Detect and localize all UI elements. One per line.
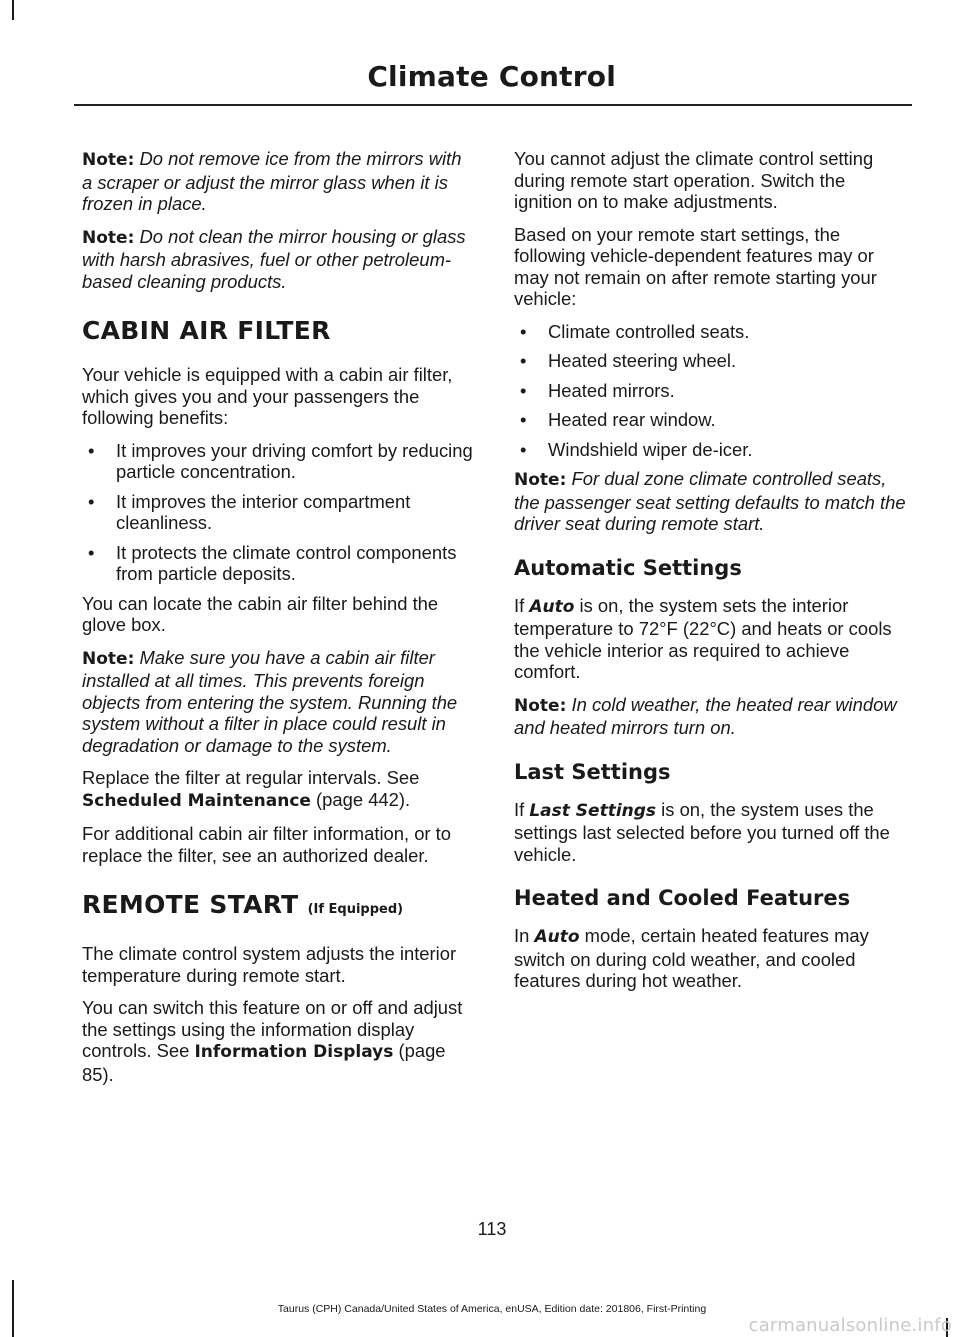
footer-edition-info: Taurus (CPH) Canada/United States of America, enUSA, Edition date: 201806, First-Printing [277,1303,707,1315]
information-displays-link[interactable]: Information Displays [194,1042,394,1062]
replace-text: Replace the filter at regular intervals. See [82,767,420,788]
list-item: • It improves your driving comfort by reducing particle concentration. [82,440,476,483]
note-text: Do not remove ice from the mirrors with a scraper or adjust the mirror glass when it is frozen in place. [82,148,462,214]
remote-features-list [514,321,908,461]
remote-features-intro: Based on your remote start settings, the following vehicle-dependent features may or may not remain on after remote starting your vehicle: [514,223,877,309]
note-label: Note: [514,695,567,716]
note-filter-installed [82,647,476,757]
heated-cooled-text [514,925,908,992]
note-text: For dual zone climate controlled seats, the passenger seat setting defaults to match the driver seat during remote start. [514,468,906,534]
if-equipped-label: (If Equipped) [307,902,404,917]
replace-filter-text [82,767,476,812]
note-text: Do not clean the mirror housing or glass with harsh abrasives, fuel or other petroleum-based cleaning products. [82,225,466,292]
automatic-settings-text [514,595,908,683]
last-settings-keyword: Last Settings [529,800,657,821]
heading-automatic-settings: Automatic Settings [514,555,742,580]
note-text: Make sure you have a cabin air filter installed at all times. This prevents foreign objects from entering the system. Running the system without a filter in place could result in degradation or damage to the system. [82,646,458,756]
additional-info-text: For additional cabin air filter information, or to replace the filter, see an authorized dealer. [82,823,452,866]
cannot-adjust-text: You cannot adjust the climate control setting during remote start operation. Switch the ignition on to make adjustments. [514,148,874,212]
note-mirror-cleaning [82,226,476,293]
text-if: If [514,798,530,820]
section-heading-cabin-air-filter: CABIN AIR FILTER [82,316,331,345]
remote-start-text: The climate control system adjusts the interior temperature during remote start. [82,943,457,986]
remote-start-settings-text [82,997,476,1085]
auto-keyword: Auto [534,927,580,947]
note-mirror-ice [82,148,476,215]
crop-mark-top-left [12,0,14,20]
list-item: • Heated steering wheel. [514,350,908,372]
scheduled-maintenance-link[interactable]: Scheduled Maintenance [82,790,311,811]
heated-text: mode, certain heated features may switch on during cold weather, and cooled features during hot weather. [514,925,869,991]
note-label: Note: [514,470,567,490]
locate-filter-text: You can locate the cabin air filter behind the glove box. [82,592,439,635]
watermark: carmanualsonline.info [748,1315,952,1336]
list-item: • It protects the climate control components from particle deposits. [82,542,476,585]
text-in: In [514,925,535,946]
auto-text: is on, the system sets the interior temperature to 72°F (22°C) and heats or cools the vehicle interior as required to achieve comfort. [514,594,892,682]
section-heading-remote-start [82,890,476,925]
last-text: is on, the system uses the settings last selected before you turned off the vehicle. [514,798,890,865]
note-label: Note: [82,227,135,248]
list-item: • Heated mirrors. [514,380,908,402]
list-item: • Windshield wiper de-icer. [514,439,908,461]
page-title: Climate Control [367,60,616,93]
note-cold-weather [514,694,908,739]
note-dual-zone [514,468,908,535]
left-column [82,148,476,1096]
note-label: Note: [82,648,135,669]
page-ref: (page 442). [310,788,411,810]
remote-start-title: REMOTE START [82,890,299,919]
heading-last-settings: Last Settings [514,759,671,784]
note-text: In cold weather, the heated rear window and heated mirrors turn on. [514,693,897,738]
page-ref: (page 85). [82,1040,446,1085]
text-if: If [514,594,530,616]
right-column [514,148,908,1003]
list-item: • Heated rear window. [514,409,908,431]
remote-settings-text: You can switch this feature on or off and adjust the settings using the information display controls. See [82,997,463,1061]
cabin-intro: Your vehicle is equipped with a cabin air filter, which gives you and your passengers the following benefits: [82,364,453,428]
page-number: 113 [477,1219,507,1239]
heading-heated-cooled-features: Heated and Cooled Features [514,886,851,910]
header-divider [74,104,912,106]
list-item: • Climate controlled seats. [514,321,908,343]
last-settings-text [514,799,908,866]
cabin-benefits-list [82,440,476,585]
list-item: • It improves the interior compartment cleanliness. [82,491,476,534]
auto-keyword: Auto [529,596,575,617]
note-label: Note: [82,150,135,170]
